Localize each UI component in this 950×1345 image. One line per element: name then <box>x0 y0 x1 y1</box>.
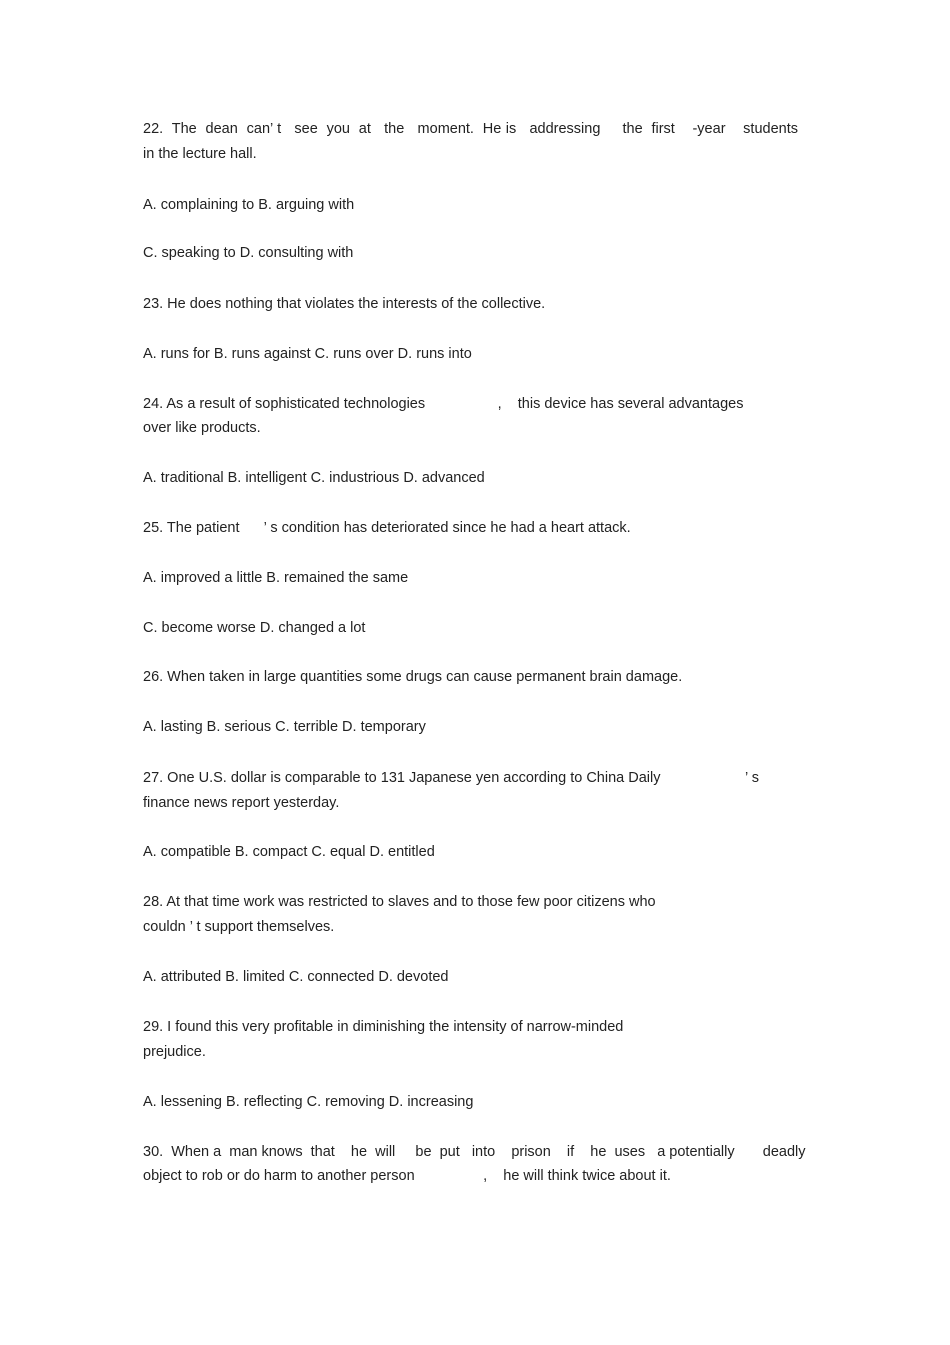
question-22-stem: in the lecture hall. <box>143 146 257 162</box>
question-27-options: A. compatible B. compact C. equal D. entitled <box>143 844 435 860</box>
question-22-options: C. speaking to D. consulting with <box>143 245 354 261</box>
question-29-options: A. lessening B. reflecting C. removing D. increasing <box>143 1094 474 1110</box>
question-24-stem: over like products. <box>143 420 261 436</box>
question-22-options: A. complaining to B. arguing with <box>143 197 355 213</box>
question-26-options: A. lasting B. serious C. terrible D. temporary <box>143 719 426 735</box>
question-29-stem: 29. I found this very profitable in diminishing the intensity of narrow-minded <box>143 1019 624 1035</box>
question-23-stem: 23. He does nothing that violates the interests of the collective. <box>143 296 546 312</box>
question-30-stem: object to rob or do harm to another person , he will think twice about it. <box>143 1168 671 1184</box>
question-25-options: A. improved a little B. remained the same <box>143 570 409 586</box>
question-26-stem: 26. When taken in large quantities some drugs can cause permanent brain damage. <box>143 669 683 685</box>
question-28-stem: couldn ’ t support themselves. <box>143 919 335 935</box>
question-22-stem: 22. The dean can’ t see you at the moment. He is addressing the first -year students <box>143 121 798 137</box>
question-25-options: C. become worse D. changed a lot <box>143 620 366 636</box>
question-29-stem: prejudice. <box>143 1044 206 1060</box>
question-24-stem: 24. As a result of sophisticated technologies , this device has several advantages <box>143 396 744 412</box>
question-28-options: A. attributed B. limited C. connected D. devoted <box>143 969 449 985</box>
question-23-options: A. runs for B. runs against C. runs over D. runs into <box>143 346 472 362</box>
question-30-stem: 30. When a man knows that he will be put into prison if he uses a potentially deadly <box>143 1144 806 1160</box>
question-25-stem: 25. The patient ’ s condition has deteriorated since he had a heart attack. <box>143 520 631 536</box>
question-24-options: A. traditional B. intelligent C. industrious D. advanced <box>143 470 485 486</box>
question-27-stem: 27. One U.S. dollar is comparable to 131 Japanese yen according to China Daily ’ s <box>143 770 760 786</box>
question-28-stem: 28. At that time work was restricted to slaves and to those few poor citizens who <box>143 894 656 910</box>
question-27-stem: finance news report yesterday. <box>143 795 340 811</box>
